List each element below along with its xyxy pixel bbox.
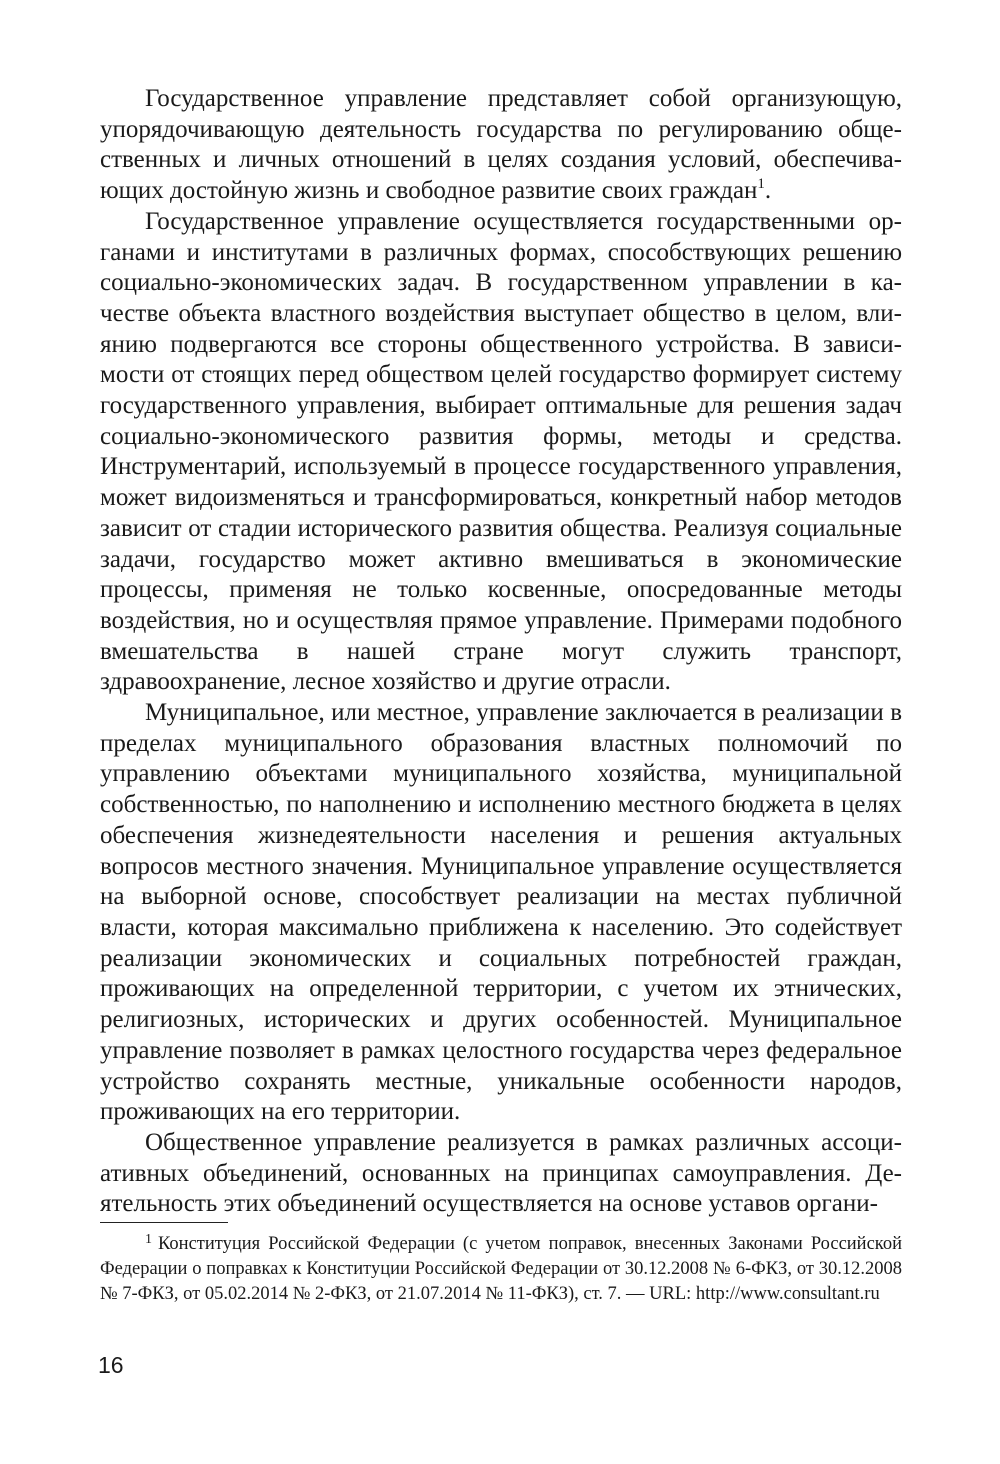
paragraph-4: Общественное управление реализуется в рамках различных ассоциативных объединений, основанных на принципах самоуправления. Деятельность этих объединений осуществляется на основе уставов органи- <box>100 1128 902 1218</box>
paragraph-1-text: Государственное управление представляет собой организующую, упорядочивающую деятельность государства по регулированию общественных и личных отношений в целях создания условий, обеспечивающих достойную жизнь и свободное развитие своих граждан <box>100 85 902 205</box>
paragraph-1 <box>100 84 902 207</box>
footnote-divider <box>100 1222 228 1223</box>
page-body <box>100 84 902 1220</box>
footnote-text: Конституция Российской Федерации (с учетом поправок, внесенных Законами Российской Федерации о поправках к Конституции Российской Федерации от 30.12.2008 № 6-ФКЗ, от 30.12.2008 № 7-ФКЗ, от 05.02.2014 № 2-ФКЗ, от 21.07.2014 № 11-ФКЗ), ст. 7. — URL: http://www.consultant.ru <box>100 1234 902 1304</box>
paragraph-3: Муниципальное, или местное, управление заключается в реализации в пределах муниципального образования властных полномочий по управлению объектами муниципального хозяйства, муниципальной собственностью, по наполнению и исполнению местного бюджета в целях обеспечения жизнедеятельности населения и решения актуальных вопросов местного значения. Муниципальное управление осуществляется на выборной основе, способствует реализации на местах публичной власти, которая максимально приближена к населению. Это содействует реализации экономических и социальных потребностей граждан, проживающих на определенной территории, с учетом их этнических, религиозных, исторических и других особенностей. Муниципальное управление позволяет в рамках целостного государства через федеральное устройство сохранять местные, уникальные особенности народов, проживающих на его территории. <box>100 699 902 1126</box>
page-number: 16 <box>98 1352 124 1378</box>
footnote <box>100 1232 902 1307</box>
paragraph-2: Государственное управление осуществляется государственными органами и институтами в различных формах, способствующих решению социально-экономических задач. В государственном управлении в качестве объекта властного воздействия выступает общество в целом, влиянию подвергаются все стороны общественного устройства. В зависимости от стоящих перед обществом целей государство формирует систему государственного управления, выбирает оптимальные для решения задач социально-экономического развития формы, методы и средства. Инструментарий, используемый в процессе государственного управления, может видоизменяться и трансформироваться, конкретный набор методов зависит от стадии исторического развития общества. Реализуя социальные задачи, государство может активно вмешиваться в экономические процессы, применяя не только косвенные, опосредованные методы воздействия, но и осуществляя прямое управление. Примерами подобного вмешательства в нашей стране могут служить транспорт, здравоохранение, лесное хозяйство и другие отрасли. <box>100 207 902 696</box>
footnote-mark: 1 <box>145 1232 152 1247</box>
footnote-reference[interactable]: 1 <box>757 176 765 193</box>
paragraph-1-end: . <box>764 177 772 205</box>
